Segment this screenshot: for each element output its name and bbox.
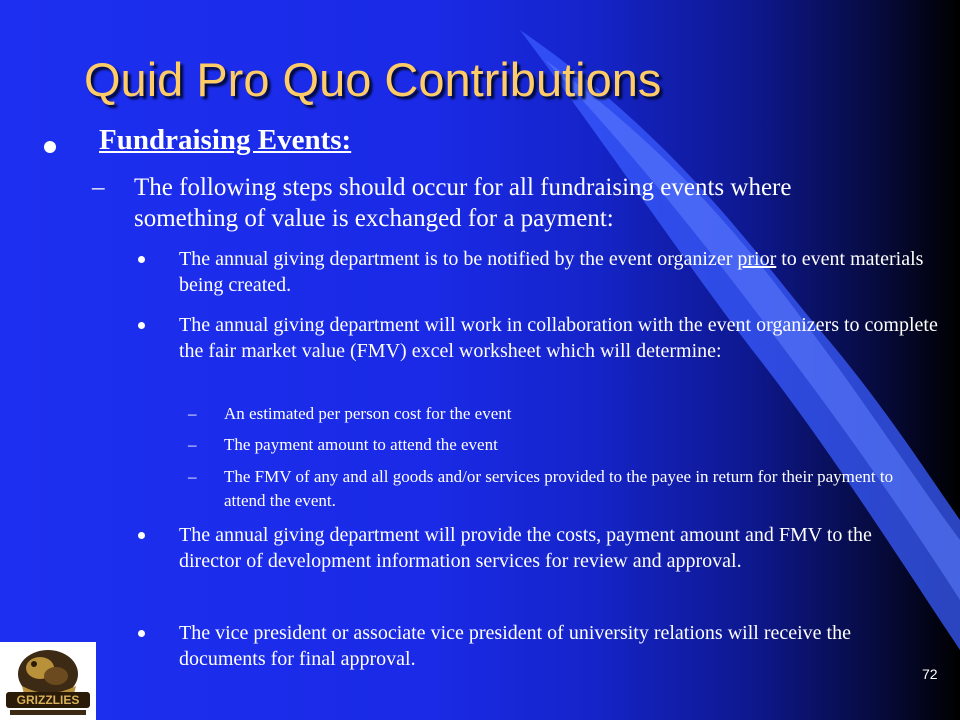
- dash-icon: –: [188, 467, 197, 486]
- section-heading: Fundraising Events:: [99, 124, 352, 156]
- bullet-icon: [138, 256, 145, 263]
- grizzlies-logo-icon: [0, 642, 96, 720]
- emphasis-text: prior: [737, 248, 777, 270]
- page-number: 72: [922, 666, 938, 682]
- sub-step-text: An estimated per person cost for the event: [224, 404, 512, 423]
- step-text: The annual giving department will provide the costs, payment amount and FMV to the director of development information services for review and approval.: [179, 524, 872, 572]
- dash-icon: –: [188, 404, 197, 423]
- slide-title: Quid Pro Quo Contributions: [84, 53, 662, 106]
- step-text: The vice president or associate vice president of university relations will receive the documents for final approval.: [179, 622, 851, 670]
- step-text: The annual giving department is to be notified by the event organizer prior to event materials being created.: [179, 248, 924, 296]
- bullet-icon: [44, 141, 56, 153]
- dash-icon: –: [92, 174, 105, 201]
- bullet-icon: [138, 532, 145, 539]
- svg-text:GRIZZLIES: GRIZZLIES: [16, 693, 80, 707]
- intro-text: The following steps should occur for all fundraising events where something of value is exchanged for a payment:: [134, 174, 792, 232]
- sub-step-text: The FMV of any and all goods and/or services provided to the payee in return for their payment to attend the event.: [224, 467, 894, 510]
- bullet-icon: [138, 630, 145, 637]
- step-text: The annual giving department will work in collaboration with the event organizers to complete the fair market value (FMV) excel worksheet which will determine:: [179, 314, 938, 362]
- bullet-icon: [138, 322, 145, 329]
- dash-icon: –: [188, 435, 197, 454]
- sub-step-text: The payment amount to attend the event: [224, 435, 498, 454]
